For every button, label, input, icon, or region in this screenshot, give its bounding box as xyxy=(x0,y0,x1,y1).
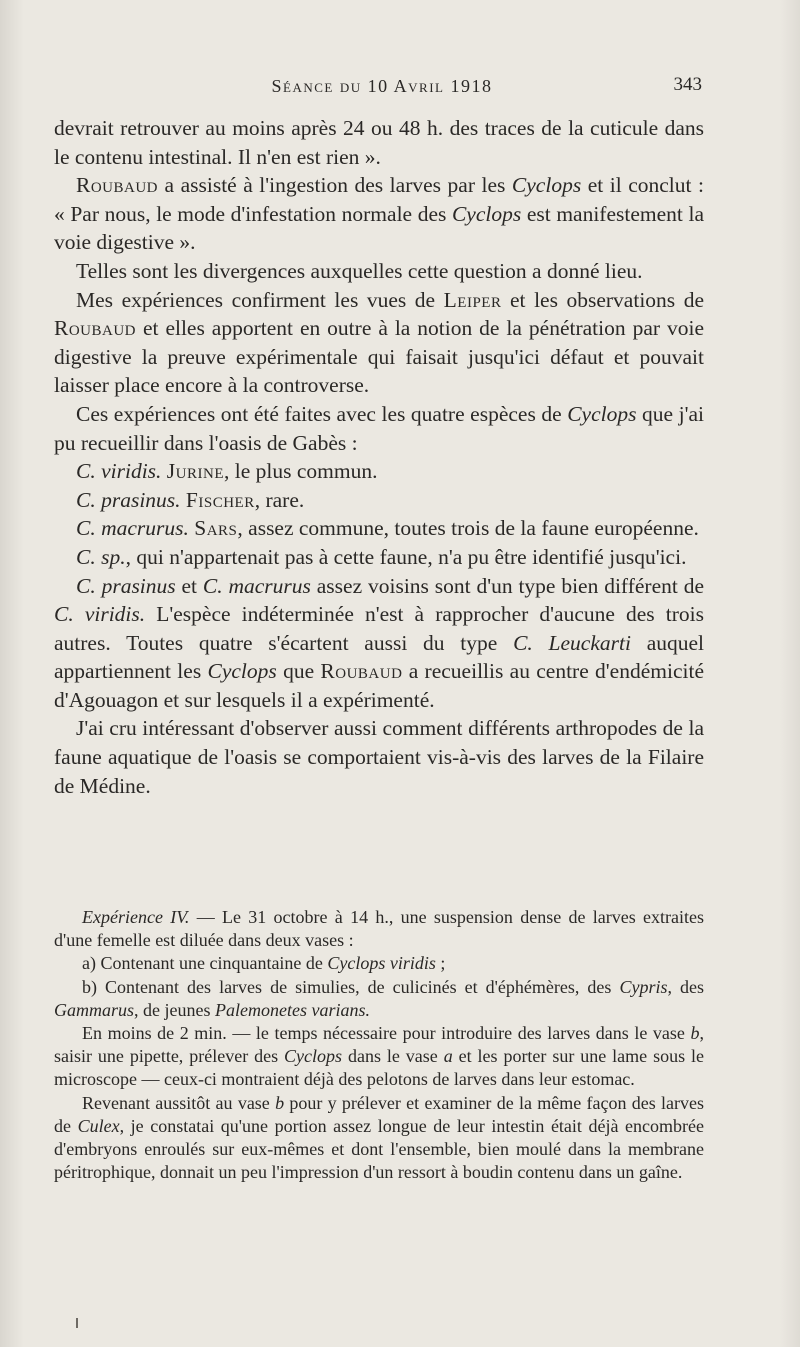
taxon-name: C. viridis. xyxy=(54,602,146,627)
taxon-name: Cyclops viridis xyxy=(327,953,436,974)
taxon-name: Gammarus xyxy=(54,999,135,1020)
paragraph-roubaud: Roubaud a assisté à l'ingestion des larves par les Cyclops et il conclut : « Par nous, le mode d'infestation normale des Cyclops est manifestement la voie digestive ». xyxy=(54,173,704,255)
taxon-name: Culex xyxy=(77,1115,120,1136)
experiment-culex: Revenant aussitôt au vase b pour y prélever et examiner de la même façon des larves de Culex, je constatai qu'une portion assez longue de leur intestin était déjà encombrée d'embryons enroulés sur eux-mêmes et dont l'ensemble, bien moulé dans la membrane péritrophique, donnait un peu l'impression d'un ressort à boudin contenu dans un gaîne. xyxy=(54,1092,705,1183)
species-item: C. prasinus. Fischer, rare. xyxy=(76,487,305,512)
species-name: C. viridis. xyxy=(76,459,162,484)
author-name: Roubaud xyxy=(320,659,403,684)
experiment-report xyxy=(54,906,704,1184)
species-name: C. macrurus. xyxy=(76,516,189,541)
experiment-heading: Expérience IV. — Le 31 octobre à 14 h., une suspension dense de larves extraites d'une femelle est diluée dans deux vases : xyxy=(54,907,704,951)
species-item: C. macrurus. Sars, assez commune, toutes trois de la faune européenne. xyxy=(76,516,699,541)
species-author: Fischer xyxy=(185,487,255,512)
vase-letter: b xyxy=(275,1092,285,1113)
species-item: C. sp., qui n'appartenait pas à cette faune, n'a pu être identifié jusqu'ici. xyxy=(76,544,687,569)
author-name: Roubaud xyxy=(76,173,159,198)
running-header xyxy=(62,74,702,104)
paragraph-arthropodes: J'ai cru intéressant d'observer aussi comment différents arthropodes de la faune aquatique de l'oasis se comportaient vis-à-vis des larves de la Filaire de Médine. xyxy=(54,716,704,798)
species-name: C. sp. xyxy=(76,544,126,569)
experiment-vase-b: b) Contenant des larves de simulies, de culicinés et d'éphémères, des Cypris, des Gammarus, de jeunes Palemonetes varians. xyxy=(54,976,704,1020)
scan-mark xyxy=(76,1318,78,1328)
taxon-name: Cyclops xyxy=(284,1046,343,1067)
species-item: C. viridis. Jurine, le plus commun. xyxy=(76,459,378,484)
main-text xyxy=(54,114,704,800)
paragraph-divergences: Telles sont les divergences auxquelles cette question a donné lieu. xyxy=(76,258,643,283)
paragraph-comparison: C. prasinus et C. macrurus assez voisins sont d'un type bien différent de C. viridis. L'espèce indéterminée n'est à rapprocher d'aucune des trois autres. Toutes quatre s'écartent aussi du type C. Leuckarti auquel appartiennent les Cyclops que Roubaud a recueillis au centre d'endémicité d'Agouagon et sur lesquels il a expérimenté. xyxy=(54,573,705,712)
taxon-name: Palemonetes varians. xyxy=(215,999,370,1020)
taxon-name: C. Leuckarti xyxy=(513,630,631,655)
species-author: Sars xyxy=(194,516,238,541)
taxon-name: Cypris xyxy=(619,976,668,997)
running-title: Séance du 10 Avril 1918 xyxy=(271,76,493,96)
taxon-name: Cyclops xyxy=(511,173,582,198)
experiment-title: Expérience IV. xyxy=(82,907,190,927)
experiment-vase-a: a) Contenant une cinquantaine de Cyclops viridis ; xyxy=(82,953,446,974)
taxon-name: C. macrurus xyxy=(202,573,311,598)
author-name: Leiper xyxy=(443,287,502,312)
vase-letter: a xyxy=(443,1046,453,1067)
species-author: Jurine xyxy=(166,459,224,484)
paragraph-continuation: devrait retrouver au moins après 24 ou 48 h. des traces de la cuticule dans le contenu intestinal. Il n'en est rien ». xyxy=(54,116,704,169)
taxon-name: C. prasinus xyxy=(76,573,176,598)
taxon-name: Cyclops xyxy=(567,401,637,426)
taxon-name: Cyclops xyxy=(451,201,522,226)
taxon-name: Cyclops xyxy=(207,659,277,684)
paragraph-species-intro: Ces expériences ont été faites avec les quatre espèces de Cyclops que j'ai pu recueillir dans l'oasis de Gabès : xyxy=(54,401,705,455)
page-number: 343 xyxy=(673,74,702,95)
experiment-observation: En moins de 2 min. — le temps nécessaire pour introduire des larves dans le vase b, saisir une pipette, prélever des Cyclops dans le vase a et les porter sur une lame sous le microscope — ceux-ci montraient déjà des pelotons de larves dans leur estomac. xyxy=(54,1023,704,1090)
vase-letter: b xyxy=(690,1023,700,1044)
author-name: Roubaud xyxy=(54,316,137,341)
paragraph-experiences: Mes expériences confirment les vues de Leiper et les observations de Roubaud et elles apportent en outre à la notion de la pénétration par voie digestive la preuve expérimentale qui faisait jusqu'ici défaut et pouvait laisser place encore à la controverse. xyxy=(54,287,704,398)
species-name: C. prasinus. xyxy=(76,487,181,512)
